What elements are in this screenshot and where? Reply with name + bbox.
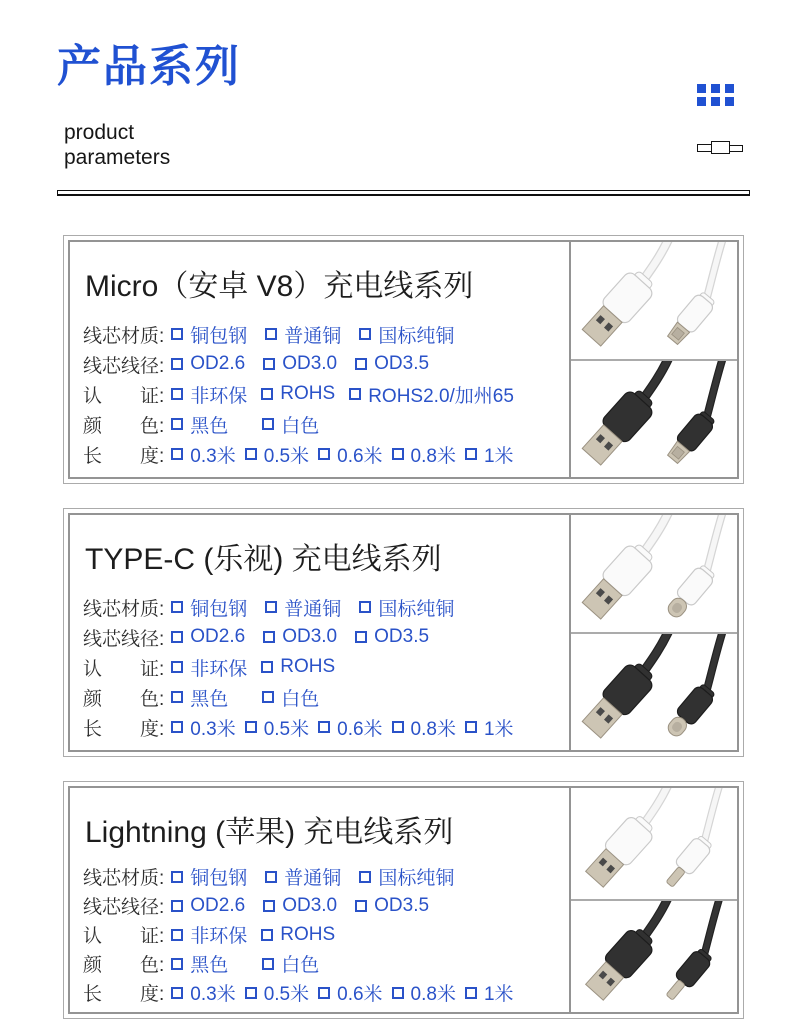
usb-a-to-lightning-cable-white-photo: [571, 788, 737, 899]
checkbox-icon[interactable]: [263, 358, 275, 370]
product-card-2: [63, 508, 744, 757]
option-label: 普通铜: [284, 598, 342, 620]
blue-squares-grid-icon: [697, 84, 734, 106]
option-label: 0.3米: [190, 984, 236, 1005]
card-text-pane: [70, 242, 569, 477]
page-title: 产品系列: [57, 42, 241, 91]
option-item[interactable]: [171, 441, 235, 468]
option-label: ROHS2.0/加州65: [368, 385, 514, 407]
option-label: 国标纯铜: [378, 868, 455, 889]
card-text-pane: [70, 515, 569, 750]
checkbox-icon[interactable]: [263, 631, 275, 643]
usb-a-to-type-c-cable-black-photo: [571, 632, 737, 751]
checkbox-icon[interactable]: [359, 328, 371, 340]
option-item[interactable]: [171, 381, 247, 408]
option-item[interactable]: [263, 353, 337, 375]
checkbox-icon[interactable]: [171, 631, 183, 643]
option-item[interactable]: [465, 714, 514, 741]
checkbox-icon[interactable]: [465, 721, 477, 733]
option-item[interactable]: [171, 654, 247, 681]
option-label: 普通铜: [284, 325, 342, 347]
spec-row-label: 线芯线径:: [83, 897, 165, 918]
option-item[interactable]: [265, 863, 341, 890]
spec-row: [83, 712, 569, 742]
spec-options: [171, 411, 319, 438]
option-item[interactable]: [171, 714, 235, 741]
checkbox-icon[interactable]: [171, 691, 183, 703]
option-item[interactable]: [318, 441, 382, 468]
spec-options: [171, 979, 513, 1006]
checkbox-icon[interactable]: [171, 358, 183, 370]
checkbox-icon[interactable]: [171, 601, 183, 613]
spec-row-label: 线芯线径:: [83, 355, 165, 377]
option-label: OD2.6: [190, 894, 246, 916]
spec-row: [83, 682, 569, 712]
checkbox-icon[interactable]: [171, 929, 183, 941]
checkbox-icon[interactable]: [171, 661, 183, 673]
option-label: 1米: [483, 445, 514, 467]
option-label: OD3.5: [374, 894, 430, 916]
checkbox-icon[interactable]: [261, 388, 273, 400]
option-item[interactable]: [318, 979, 382, 1006]
option-item[interactable]: [171, 411, 228, 438]
option-item[interactable]: [262, 684, 319, 711]
option-label: 0.8米: [410, 984, 456, 1005]
spec-row: [83, 978, 569, 1007]
spec-row: [83, 949, 569, 978]
checkbox-icon[interactable]: [261, 929, 273, 941]
spec-options: [171, 895, 429, 917]
spec-row-label: 线芯材质:: [83, 868, 165, 889]
option-label: 0.6米: [337, 445, 383, 467]
card-photo-pane: [569, 788, 737, 1012]
usb-a-to-lightning-cable-black-photo: [571, 899, 737, 1012]
spec-options: [171, 594, 454, 621]
spec-row: [83, 592, 569, 622]
spec-row: [83, 379, 569, 409]
spec-row: [83, 439, 569, 469]
usb-a-to-type-c-cable-white-photo: [571, 515, 737, 632]
checkbox-icon[interactable]: [359, 601, 371, 613]
checkbox-icon[interactable]: [355, 900, 367, 912]
card-photo-pane: [569, 515, 737, 750]
option-label: 非环保: [190, 658, 248, 680]
card-frame: [68, 240, 739, 479]
card-title: TYPE-C (乐视) 充电线系列: [85, 543, 442, 576]
option-item[interactable]: [171, 353, 245, 375]
checkbox-icon[interactable]: [359, 871, 371, 883]
option-label: ROHS: [280, 656, 336, 677]
option-label: 铜包钢: [190, 325, 248, 347]
option-label: OD3.5: [374, 626, 430, 647]
usb-a-to-micro-cable-black-photo: [571, 359, 737, 478]
option-item[interactable]: [171, 684, 228, 711]
option-item[interactable]: [392, 441, 456, 468]
spec-options: [171, 381, 514, 408]
spec-options: [171, 863, 454, 890]
option-label: 白色: [281, 688, 320, 710]
option-item[interactable]: [263, 895, 337, 917]
card-photo-pane: [569, 242, 737, 477]
option-label: OD3.0: [282, 353, 338, 374]
option-label: 普通铜: [284, 868, 342, 889]
cable-connector-icon: [697, 140, 753, 155]
spec-row: [83, 862, 569, 891]
checkbox-icon[interactable]: [465, 448, 477, 460]
spec-options: [171, 626, 429, 648]
spec-options: [171, 441, 513, 468]
option-item[interactable]: [265, 321, 341, 348]
option-item[interactable]: [171, 863, 247, 890]
option-label: ROHS: [280, 923, 336, 945]
option-item[interactable]: [465, 441, 514, 468]
checkbox-icon[interactable]: [392, 448, 404, 460]
spec-row-label: 颜 色:: [83, 955, 165, 976]
option-item[interactable]: [262, 411, 319, 438]
checkbox-icon[interactable]: [392, 987, 404, 999]
checkbox-icon[interactable]: [262, 691, 274, 703]
option-item[interactable]: [171, 950, 228, 977]
checkbox-icon[interactable]: [171, 871, 183, 883]
option-item[interactable]: [245, 441, 309, 468]
spec-row-label: 线芯线径:: [83, 628, 165, 650]
checkbox-icon[interactable]: [263, 900, 275, 912]
spec-row: [83, 622, 569, 652]
option-item[interactable]: [318, 714, 382, 741]
option-label: OD3.0: [282, 894, 338, 916]
option-label: 非环保: [190, 385, 248, 407]
spec-row-label: 颜 色:: [83, 688, 165, 710]
spec-options: [171, 714, 513, 741]
spec-row: [83, 409, 569, 439]
checkbox-icon[interactable]: [171, 987, 183, 999]
page-subtitle: [64, 120, 170, 170]
card-title: Lightning (苹果) 充电线系列: [85, 816, 454, 849]
option-label: OD2.6: [190, 353, 246, 374]
checkbox-icon[interactable]: [265, 328, 277, 340]
option-label: 白色: [281, 955, 320, 976]
option-label: 0.3米: [190, 718, 236, 740]
checkbox-icon[interactable]: [171, 388, 183, 400]
option-label: 黑色: [190, 688, 229, 710]
option-label: 0.6米: [337, 718, 383, 740]
spec-row-label: 长 度:: [83, 984, 165, 1005]
spec-row-label: 认 证:: [83, 926, 165, 947]
option-item[interactable]: [355, 895, 429, 917]
spec-options: [171, 950, 319, 977]
option-label: 0.8米: [410, 718, 456, 740]
option-item[interactable]: [261, 656, 335, 678]
spec-row-label: 长 度:: [83, 718, 165, 740]
spec-row: [83, 891, 569, 920]
option-label: 黑色: [190, 415, 229, 437]
option-label: OD3.5: [374, 353, 430, 374]
option-label: 铜包钢: [190, 868, 248, 889]
spec-row-label: 线芯材质:: [83, 598, 165, 620]
spec-row: [83, 920, 569, 949]
option-item[interactable]: [263, 626, 337, 648]
checkbox-icon[interactable]: [318, 721, 330, 733]
option-item[interactable]: [359, 321, 454, 348]
spec-row: [83, 319, 569, 349]
option-label: 0.5米: [263, 718, 310, 740]
product-card-3: [63, 781, 744, 1019]
option-item[interactable]: [359, 594, 454, 621]
option-label: 0.3米: [190, 445, 236, 467]
option-label: 国标纯铜: [378, 598, 455, 620]
option-label: OD2.6: [190, 626, 246, 647]
option-label: 1米: [483, 984, 514, 1005]
checkbox-icon[interactable]: [245, 721, 257, 733]
checkbox-icon[interactable]: [171, 721, 183, 733]
option-label: 白色: [281, 415, 320, 437]
usb-a-to-micro-cable-white-photo: [571, 242, 737, 359]
option-item[interactable]: [171, 979, 235, 1006]
option-item[interactable]: [355, 626, 429, 648]
subtitle-line-2: parameters: [64, 146, 171, 169]
option-label: OD3.0: [282, 626, 338, 647]
spec-row-label: 认 证:: [83, 385, 165, 407]
product-card-1: [63, 235, 744, 484]
option-item[interactable]: [171, 895, 245, 917]
checkbox-icon[interactable]: [392, 721, 404, 733]
spec-options: [171, 921, 335, 948]
checkbox-icon[interactable]: [318, 448, 330, 460]
spec-options: [171, 684, 319, 711]
option-item[interactable]: [261, 924, 335, 946]
checkbox-icon[interactable]: [171, 900, 183, 912]
option-item[interactable]: [392, 714, 456, 741]
option-label: 0.5米: [263, 445, 310, 467]
checkbox-icon[interactable]: [349, 388, 361, 400]
card-frame: [68, 786, 739, 1014]
card-title: Micro（安卓 V8）充电线系列: [85, 270, 474, 303]
option-label: 0.8米: [410, 445, 456, 467]
spec-row-label: 颜 色:: [83, 415, 165, 437]
option-item[interactable]: [171, 594, 247, 621]
option-item[interactable]: [355, 353, 429, 375]
option-item[interactable]: [245, 979, 309, 1006]
spec-row: [83, 349, 569, 379]
option-item[interactable]: [359, 863, 454, 890]
spec-row-label: 线芯材质:: [83, 325, 165, 347]
option-item[interactable]: [171, 626, 245, 648]
option-item[interactable]: [171, 321, 247, 348]
option-label: 非环保: [190, 926, 248, 947]
subtitle-line-1: product: [64, 121, 135, 144]
checkbox-icon[interactable]: [261, 661, 273, 673]
checkbox-icon[interactable]: [355, 358, 367, 370]
header-divider-bar: [57, 190, 750, 196]
option-item[interactable]: [265, 594, 341, 621]
spec-row: [83, 652, 569, 682]
spec-row-label: 认 证:: [83, 658, 165, 680]
card-frame: [68, 513, 739, 752]
option-label: 0.6米: [337, 984, 383, 1005]
option-label: 铜包钢: [190, 598, 248, 620]
option-item[interactable]: [171, 921, 247, 948]
option-item[interactable]: [245, 714, 309, 741]
spec-options: [171, 353, 429, 375]
checkbox-icon[interactable]: [355, 631, 367, 643]
checkbox-icon[interactable]: [262, 958, 274, 970]
option-label: 0.5米: [263, 984, 310, 1005]
spec-row-label: 长 度:: [83, 445, 165, 467]
option-item[interactable]: [262, 950, 319, 977]
checkbox-icon[interactable]: [171, 448, 183, 460]
checkbox-icon[interactable]: [171, 328, 183, 340]
option-item[interactable]: [261, 383, 335, 405]
spec-options: [171, 321, 454, 348]
spec-options: [171, 654, 335, 681]
option-item[interactable]: [392, 979, 456, 1006]
option-item[interactable]: [349, 381, 514, 408]
checkbox-icon[interactable]: [245, 987, 257, 999]
checkbox-icon[interactable]: [265, 601, 277, 613]
checkbox-icon[interactable]: [465, 987, 477, 999]
card-text-pane: [70, 788, 569, 1012]
checkbox-icon[interactable]: [171, 418, 183, 430]
option-label: 国标纯铜: [378, 325, 455, 347]
checkbox-icon[interactable]: [171, 958, 183, 970]
checkbox-icon[interactable]: [318, 987, 330, 999]
option-item[interactable]: [465, 979, 514, 1006]
option-label: 黑色: [190, 955, 229, 976]
checkbox-icon[interactable]: [265, 871, 277, 883]
option-label: ROHS: [280, 383, 336, 404]
option-label: 1米: [483, 718, 514, 740]
checkbox-icon[interactable]: [245, 448, 257, 460]
checkbox-icon[interactable]: [262, 418, 274, 430]
